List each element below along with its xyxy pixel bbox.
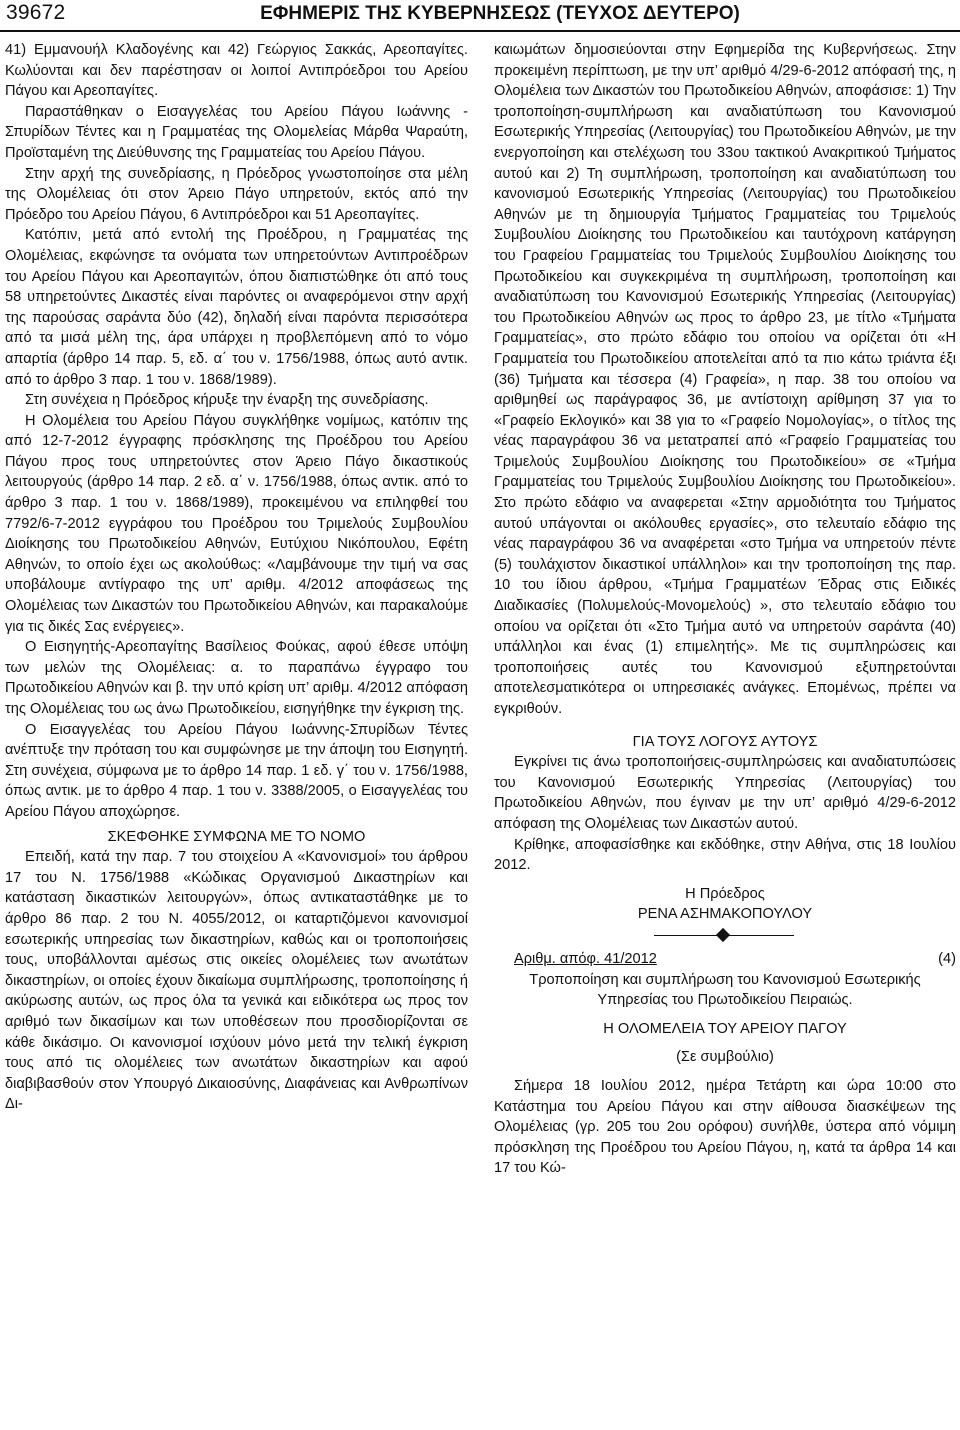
signer-name: ΡΕΝΑ ΑΣΗΜΑΚΟΠΟΥΛΟΥ xyxy=(637,906,813,923)
paragraph: Σήμερα 18 Ιουλίου 2012, ημέρα Τετάρτη και ώρα 10:00 στο Κατάστημα του Αρείου Πάγου και στην αίθουσα διασκέψεων της Ολομέλειας (γρ. 205 του 2ου ορόφου) συνήλθε, ύστερα από νόμιμη πρόσκληση της Προέδρου του Αρείου Πάγου, η, κατά τα άρθρα 14 και 17 του Κώ- xyxy=(494,1077,956,1177)
signer-role: Η Πρόεδρος xyxy=(685,885,765,902)
paragraph: καιωμάτων δημοσιεύονται στην Εφημερίδα της Κυβερνήσεως. Στην προκειμένη περίπτωση, με την υπ’ αριθμό 4/29-6-2012 απόφασή της, η Ολομέλεια των Δικαστών του Πρωτοδικείου Αθηνών, αποφάσισε: 1) Την τροποποίηση-συμπλήρωση και αναδιατύπωση του Κανονισμού Εσωτερικής Υπηρεσίας (Λειτουργίας) του Πρωτοδικείου Αθηνών, με την ενεργοποίηση και στελέχωση του 33ου τακτικού Ανακριτικού Τμήματος αυτού και 2) Τη συμπλήρωση, τροποποίηση και αναδιατύπωση του κανονισμού Εσωτερικής Υπηρεσίας (Λειτουργίας) του Πρωτοδικείου Αθηνών με τη δημιουργία Τμήματος Γραμματείας του Τριμελούς Συμβουλίου Διοίκησης του Πρωτοδικείου και ταυτόχρονη κατάργηση του Γραφείου Γραμματείας του Τριμελούς Συμβουλίου Διοίκησης του Πρωτοδικείου και συγκεκριμένα τη συμπλήρωση, τροποποίηση και αναδιατύπωση του Κανονισμού Εσωτερικής Υπηρεσίας (Λειτουργίας) του Πρωτοδικείου Αθηνών ως προς το άρθρο 23, με τίτλο «Τμήματα Γραμματείας», στο πρώτο εδάφιο του οποίου να ορίζεται ότι «Η Γραμματεία του Πρωτοδικείου αποτελείται από τα πιο κάτω τριάντα έξι (36) Τμήματα και τέσσερα (4) Γραφεία», η παρ. 38 του οποίου να αριθμηθεί ως παράγραφος 36, με αντίστοιχη αρίθμηση 37 για το «Γραφείο Εκλογικό» και 38 για το «Γραφείο Νομολογίας», ο τίτλος της νέας παραγράφου 36 να μετατραπεί από «Γραφείο Γραμματείας του Τριμελούς Συμβουλίου Διοίκησης του Πρωτοδικείου» σε «Τμήμα Γραμματείας του Τριμελούς Συμβουλίου Διοίκησης του Πρωτοδικείου». Στο πρώτο εδάφιο να αναφερεται «Στην αρμοδιότητα του Τμήματος αυτού υπάγονται οι ακόλουθες εργασίες», στο τελευταίο εδάφιο της νέας παραγράφου 36 να αναφέρεται «στο Τμήμα να υπηρετούν πέντε (5) τουλάχιστον δικαστικοί υπάλληλοι» και την τροποποίηση της παρ. 10 του ίδιου άρθρου, «Τμήμα Γραμματέων Έδρας στις Ειδικές Διαδικασίες (Πολυμελούς-Μονομελούς) », στο τελευταίο εδάφιο του οποίου να ορίζεται ότι «Στο Τμήμα αυτό να υπηρετούν σαράντα (40) υπάλληλοι και ένας (1) επιμελητής». Με τις συμπληρώσεις και τροποποιήσεις αυτές του Κανονισμού εξυπηρετούνται αποτελεσματικότερα οι υπηρεσιακές ανάγκες. Επομένως, πρέπει να εγκριθούν. xyxy=(494,42,956,717)
court-heading: Η ΟΛΟΜΕΛΕΙΑ ΤΟΥ ΑΡΕΙΟΥ ΠΑΓΟΥ xyxy=(603,1020,847,1037)
paragraph: 41) Εμμανουήλ Κλαδογένης και 42) Γεώργιος Σακκάς, Αρεοπαγίτες. Κωλύονται και δεν παρέστησαν οι λοιποί Αντιπρόεδροι του Αρείου Πάγου και Αρεοπαγίτες. xyxy=(5,42,468,100)
section-divider xyxy=(494,927,956,943)
paragraph: Κατόπιν, μετά από εντολή της Προέδρου, η Γραμματέας της Ολομέλειας, εκφώνησε τα ονόματα των υπηρετούντων Αντιπροέδρων του Αρείου Πάγου και Αρεοπαγιτών, όπου διαπιστώθηκε ότι από τους 58 υπηρετούντες Δικαστές είναι παρόντες οι αναφερόμενοι στην αρχή της παρούσας σαράντα δύο (42), δηλαδή είναι παρόντα περισσότερα από τα μισά μέλη της, άρα υπάρχει η προβλεπόμενη από το νόμο απαρτία (άρθρο 14 παρ. 5, εδ. α΄ του ν. 1756/1988, όπως αυτό αντικ. από το άρθρο 3 παρ. 1 του ν. 1868/1989). xyxy=(5,227,468,388)
section-heading: ΓΙΑ ΤΟΥΣ ΛΟΓΟΥΣ ΑΥΤΟΥΣ xyxy=(632,733,818,750)
page-header xyxy=(0,0,960,30)
paragraph: Παραστάθηκαν ο Εισαγγελέας του Αρείου Πάγου Ιωάννης - Σπυρίδων Τέντες και η Γραμματέας της Ολομελείας Μάρθα Ψαραύτη, Προϊσταμένη της Διεύθυνσης της Γραμματείας του Αρείου Πάγου. xyxy=(5,103,468,161)
page-number: 39672 xyxy=(6,1,66,24)
right-column xyxy=(494,40,956,1425)
paragraph: Η Ολομέλεια του Αρείου Πάγου συγκλήθηκε νομίμως, κατόπιν της από 12-7-2012 έγγραφης πρόσκλησης της Προέδρου του Αρείου Πάγου προς τους υπηρετούντες στον Άρειο Πάγο δικαστικούς λειτουργούς (άρθρο 14 παρ. 2 εδ. α΄ ν. 1756/1988, όπως αντικ. από το άρθρο 3 παρ. 1 του ν. 1868/1989), προκειμένου να επιληφθεί του 7792/6-7-2012 εγγράφου του Προέδρου του Τριμελούς Συμβουλίου Διοίκησης του Πρωτοδικείου Αθηνών, Ευτύχιου Νικόπουλου, Εφέτη Αθηνών, το οποίο έχει ως ακολούθως: «Λαμβάνουμε την τιμή να σας υποβάλουμε αντίγραφο της υπ’ αριθμ. 4/2012 αποφάσεως της Ολομέλειας των Δικαστών του Πρωτοδικείου Αθηνών, και παρακαλούμε για τις δικές Σας ενέργειες». xyxy=(5,412,468,635)
paragraph: Εγκρίνει τις άνω τροποποιήσεις-συμπληρώσεις και αναδιατυπώσεις του Κανονισμού Εσωτερικής Υπηρεσίας (Λειτουργίας) του Πρωτοδικείου Αθηνών, που έγιναν με την υπ’ αριθμό 4/29-6-2012 απόφαση της Ολομέλειας των Δικαστών αυτού. xyxy=(494,754,956,832)
paragraph: Ο Εισηγητής-Αρεοπαγίτης Βασίλειος Φούκας, αφού έθεσε υπόψη των μελών της Ολομέλειας: α. το παραπάνω έγγραφο του Πρωτοδικείου Αθηνών και β. την υπό κρίση υπ’ αριθμ. 4/2012 απόφαση της Ολομέλειας του ως άνω Πρωτοδικείου, εισηγήθηκε την έγκριση της. xyxy=(5,639,468,717)
paragraph: Κρίθηκε, αποφασίσθηκε και εκδόθηκε, στην Αθήνα, στις 18 Ιουλίου 2012. xyxy=(494,836,956,874)
diamond-ornament-icon xyxy=(716,928,730,942)
paragraph: Στη συνέχεια η Πρόεδρος κήρυξε την έναρξη της συνεδρίασης. xyxy=(25,392,429,409)
paragraph: Στην αρχή της συνεδρίασης, η Πρόεδρος γνωστοποίησε στα μέλη της Ολομέλειας ότι στον Άρειο Πάγο υπηρετούν, εκτός από την Πρόεδρο του Αρείου Πάγου, 6 Αντιπρόεδροι και 51 Αρεοπαγίτες. xyxy=(5,165,468,223)
paragraph: Επειδή, κατά την παρ. 7 του στοιχείου Α «Κανονισμοί» του άρθρου 17 του Ν. 1756/1988 «Κώδικας Οργανισμού Δικαστηρίων και κατάσταση δικαστικών λειτουργών», όπως αντικαταστάθηκε με το άρθρο 86 παρ. 2 του Ν. 4055/2012, οι καταρτιζόμενοι κανονισμοί εσωτερικής υπηρεσίας των δικαστηρίων, καθώς και οι τροποποιήσεις τους, υποβάλλονται αμέσως στις οικείες ολομέλειες των ανωτάτων δικαστηρίων, οι οποίες έχουν δικαίωμα συμπλήρωσης, τροποποίησης ή ακύρωσης αυτών, ως προς όλα τα γενικά και ειδικότερα ως προς τον αριθμό των δικασίμων και των υποθέσεων που προσδιορίζονται σε κάθε δικάσιμο. Οι κανονισμοί ισχύουν μόνο μετά την τελική έγκριση τους από τις ολομέλειες των ανωτάτων δικαστηρίων και αφού διαβιβασθούν στον Υπουργό Δικαιοσύνης, Διαφάνειας και Ανθρωπίνων Δι- xyxy=(5,849,468,1113)
decision-title: Τροποποίηση και συμπλήρωση του Κανονισμού Εσωτερικής Υπηρεσίας του Πρωτοδικείου Πειραιώς. xyxy=(529,971,921,1009)
decision-index: (4) xyxy=(938,950,956,967)
section-heading: ΣΚΕΦΘΗΚΕ ΣΥΜΦΩΝΑ ΜΕ ΤΟ ΝΟΜΟ xyxy=(107,828,366,845)
header-rule xyxy=(0,30,960,32)
left-column xyxy=(5,40,468,1425)
court-subheading: (Σε συμβούλιο) xyxy=(676,1049,774,1066)
decision-reference: Αριθμ. απόφ. 41/2012 xyxy=(514,950,657,967)
decision-number-line xyxy=(494,949,956,970)
paragraph: Ο Εισαγγελέας του Αρείου Πάγου Ιωάννης-Σπυρίδων Τέντες ανέπτυξε την πρόταση του και συμφώνησε με την άποψη του Εισηγητή. Στη συνέχεια, σύμφωνα με το άρθρο 14 παρ. 1 εδ. γ΄ του ν. 1756/1988, όπως αντικ. με το άρθρο 4 παρ. 1 του ν. 3388/2005, ο Εισαγγελέας του Αρείου Πάγου αποχώρησε. xyxy=(5,721,468,820)
gazette-title: ΕΦΗΜΕΡΙΣ ΤΗΣ ΚΥΒΕΡΝΗΣΕΩΣ (ΤΕΥΧΟΣ ΔΕΥΤΕΡΟ) xyxy=(260,3,740,24)
